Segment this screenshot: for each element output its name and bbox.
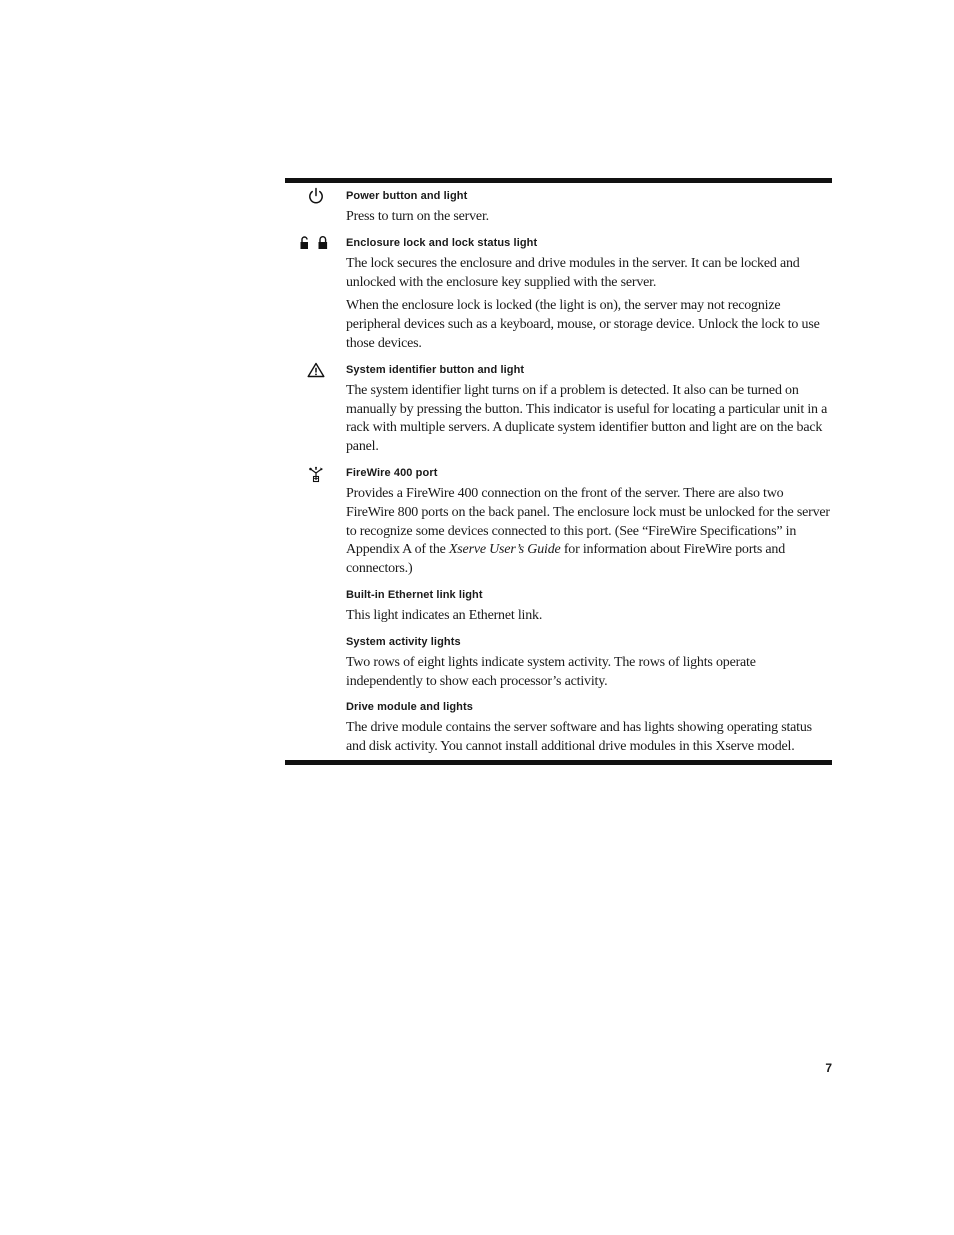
- entry-power-button: [346, 190, 830, 227]
- top-rule: [285, 178, 832, 183]
- entry-text: This light indicates an Ethernet link.: [346, 607, 543, 623]
- warning-icon: [306, 360, 326, 380]
- entry-title: FireWire 400 port: [346, 466, 438, 479]
- entry-system-activity-lights: [346, 636, 830, 692]
- entry-text: The lock secures the enclosure and drive modules in the server. It can be locked and unlocked with the enclosure key supplied with the server.: [346, 255, 800, 290]
- entry-text: Provides a FireWire 400 connection on the front of the server. There are also two FireWire 800 ports on the back panel. The enclosure lock must be unlocked for the server to recognize some devices connected to this port. (See “FireWire Specifications” in Appendix A of the Xserve User’s Guide for information about FireWire ports and connectors.): [346, 485, 830, 577]
- entry-enclosure-lock: [346, 237, 830, 354]
- entry-title: Enclosure lock and lock status light: [346, 236, 538, 249]
- firewire-icon: [306, 465, 326, 485]
- entry-text: The drive module contains the server software and has lights showing operating status and disk activity. You cannot install additional drive modules in this Xserve model.: [346, 720, 812, 755]
- lock-icons: [299, 233, 331, 253]
- entry-ethernet-link-light: [346, 589, 830, 626]
- entry-title: System identifier button and light: [346, 363, 525, 376]
- book-title: Xserve User’s Guide: [448, 542, 561, 558]
- entry-title: Built-in Ethernet link light: [346, 588, 483, 601]
- entry-title: System activity lights: [346, 635, 461, 648]
- entry-firewire-port: [346, 467, 830, 579]
- entry-text: Two rows of eight lights indicate system activity. The rows of lights operate independently to show each processor’s activity.: [346, 654, 756, 689]
- entry-system-identifier: [346, 364, 830, 457]
- entry-text: The system identifier light turns on if a problem is detected. It also can be turned on manually by pressing the button. This indicator is useful for locating a particular unit in a rack with multiple servers. A duplicate system identifier button and light are on the back panel.: [346, 382, 828, 455]
- power-icon: [306, 186, 326, 206]
- page-number: 7: [825, 1061, 832, 1075]
- indicator-list: [346, 190, 830, 762]
- entry-title: Power button and light: [346, 190, 468, 202]
- bottom-rule: [285, 760, 832, 765]
- unlocked-lock-icon: [299, 235, 331, 251]
- entry-title: Drive module and lights: [346, 701, 473, 714]
- entry-text: When the enclosure lock is locked (the light is on), the server may not recognize peripheral devices such as a keyboard, mouse, or storage device. Unlock the lock to use those devices.: [346, 298, 820, 351]
- entry-text: Press to turn on the server.: [346, 209, 489, 224]
- entry-drive-module: [346, 701, 830, 757]
